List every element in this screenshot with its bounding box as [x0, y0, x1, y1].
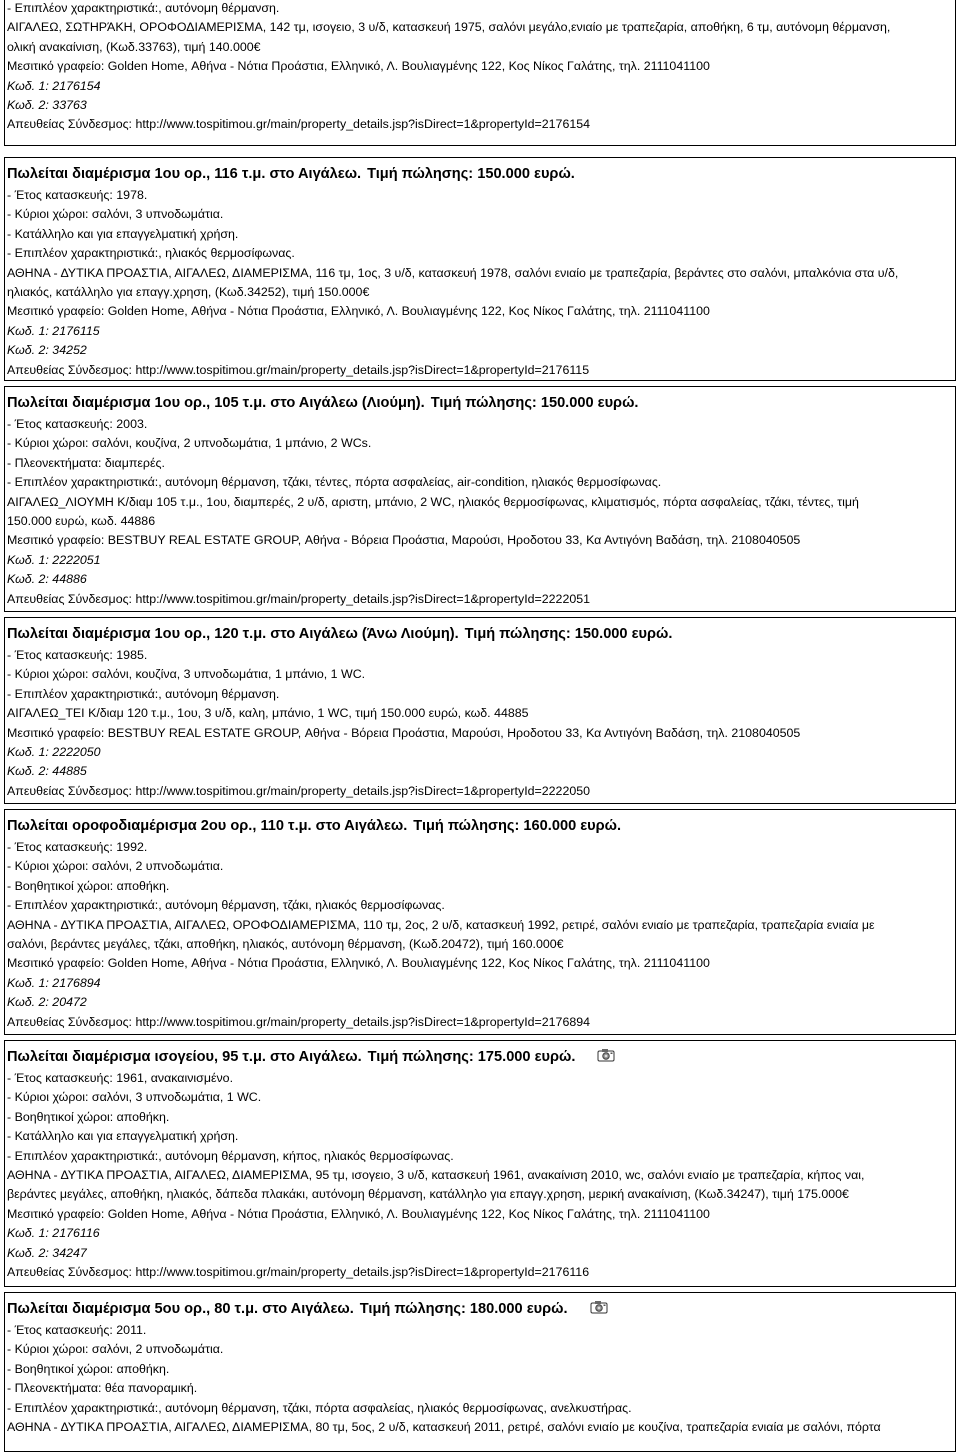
feature-line: - Πλεονεκτήματα: θέα πανοραμική.: [7, 1381, 198, 1396]
feature-line: - Κύριοι χώροι: σαλόνι, 2 υπνοδωμάτια.: [7, 859, 224, 874]
listing-title: Πωλείται διαμέρισμα ισογείου, 95 τ.μ. στο Αιγάλεω. Τιμή πώλησης: 175.000 ευρώ.: [7, 1045, 953, 1069]
description-line: ΑΘΗΝΑ - ΔΥΤΙΚΑ ΠΡΟΑΣΤΙΑ, ΑΙΓΑΛΕΩ, ΔΙΑΜΕΡΙΣΜΑ, 95 τμ, ισογειο, 3 υ/δ, κατασκευή 1961, ανακαίνιση 2010, wc, σαλόνι ενιαίο με τραπεζαρία, κήπος ναι,: [7, 1168, 865, 1183]
description-line: 150.000 ευρώ, κωδ. 44886: [7, 514, 156, 529]
feature-line: - Κύριοι χώροι: σαλόνι, 2 υπνοδωμάτια.: [7, 1342, 224, 1357]
direct-link[interactable]: Απευθείας Σύνδεσμος: http://www.tospitimou.gr/main/property_details.jsp?isDirect=1&propertyId=2176116: [7, 1265, 590, 1280]
feature-line: - Έτος κατασκευής: 2003.: [7, 417, 148, 431]
code-1: Κωδ. 1: 2176154: [7, 78, 101, 93]
listing-price: Τιμή πώλησης: 150.000 ευρώ.: [430, 395, 639, 411]
agency-line: Μεσιτικό γραφείο: Golden Home, Αθήνα - Νότια Προάστια, Ελληνικό, Λ. Βουλιαγμένης 122, Κος Νίκος Γαλάτης, τηλ. 2111041100: [7, 1206, 710, 1221]
feature-line: - Έτος κατασκευής: 1992.: [7, 840, 148, 854]
camera-icon[interactable]: [590, 1300, 608, 1314]
code-2: Κωδ. 2: 33763: [7, 98, 87, 113]
feature-line: - Βοηθητικοί χώροι: αποθήκη.: [7, 878, 170, 893]
description-line: ΑΘΗΝΑ - ΔΥΤΙΚΑ ΠΡΟΑΣΤΙΑ, ΑΙΓΑΛΕΩ, ΟΡΟΦΟΔΙΑΜΕΡΙΣΜΑ, 110 τμ, 2ος, 2 υ/δ, κατασκευή 1992, ρετιρέ, σαλόνι ενιαίο με τραπεζαρία, τραπεζαρία ενιαία με: [7, 917, 875, 932]
listing-title: Πωλείται διαμέρισμα 1ου ορ., 120 τ.μ. στο Αιγάλεω (Άνω Λιούμη). Τιμή πώλησης: 150.000 ευρώ.: [7, 626, 673, 642]
feature-line: - Κύριοι χώροι: σαλόνι, κουζίνα, 2 υπνοδωμάτια, 1 μπάνιο, 2 WCs.: [7, 436, 372, 451]
direct-link[interactable]: Απευθείας Σύνδεσμος: http://www.tospitimou.gr/main/property_details.jsp?isDirect=1&propertyId=2222051: [7, 591, 591, 606]
listing-price: Τιμή πώλησης: 150.000 ευρώ.: [464, 626, 673, 642]
listing-title: Πωλείται διαμέρισμα 5ου ορ., 80 τ.μ. στο Αιγάλεω. Τιμή πώλησης: 180.000 ευρώ.: [7, 1297, 953, 1321]
feature-line: - Έτος κατασκευής: 1961, ανακαινισμένο.: [7, 1071, 234, 1085]
description-line: σαλόνι, βεράντες μεγάλες, τζάκι, αποθήκη, ηλιακός, αυτόνομη θέρμανση, (Κωδ.20472), τιμή 160.000€: [7, 937, 564, 952]
feature-line: - Έτος κατασκευής: 1985.: [7, 648, 148, 662]
listing-price: Τιμή πώλησης: 150.000 ευρώ.: [367, 166, 575, 182]
camera-icon[interactable]: [597, 1048, 615, 1062]
code-2: Κωδ. 2: 44885: [7, 764, 87, 779]
feature-line: - Επιπλέον χαρακτηριστικά:, αυτόνομη θέρμανση, τζάκι, πόρτα ασφαλείας, ηλιακός θερμοσίφωνας, ανελκυστήρας.: [7, 1400, 632, 1415]
listing-price: Τιμή πώλησης: 175.000 ευρώ.: [367, 1049, 576, 1065]
direct-link[interactable]: Απευθείας Σύνδεσμος: http://www.tospitimou.gr/main/property_details.jsp?isDirect=1&propertyId=2176115: [7, 362, 590, 377]
feature-line: - Κύριοι χώροι: σαλόνι, κουζίνα, 3 υπνοδωμάτια, 1 μπάνιο, 1 WC.: [7, 667, 366, 682]
feature-line: - Κατάλληλο και για επαγγελματική χρήση.: [7, 1129, 239, 1144]
listing-title: Πωλείται διαμέρισμα 1ου ορ., 116 τ.μ. στο Αιγάλεω. Τιμή πώλησης: 150.000 ευρώ.: [7, 166, 575, 182]
direct-link[interactable]: Απευθείας Σύνδεσμος: http://www.tospitimou.gr/main/property_details.jsp?isDirect=1&propertyId=2222050: [7, 783, 591, 798]
listing-block: [4, 1292, 956, 1452]
code-2: Κωδ. 2: 34252: [7, 343, 87, 358]
feature-line: - Κατάλληλο και για επαγγελματική χρήση.: [7, 226, 239, 241]
description-line: ΑΘΗΝΑ - ΔΥΤΙΚΑ ΠΡΟΑΣΤΙΑ, ΑΙΓΑΛΕΩ, ΔΙΑΜΕΡΙΣΜΑ, 116 τμ, 1ος, 3 υ/δ, κατασκευή 1978, σαλόνι ενιαίο με τραπεζαρία, βεράντες στο σαλόνι, μπαλκόνια στα υ/δ,: [7, 265, 899, 280]
feature-line: - Επιπλέον χαρακτηριστικά:, ηλιακός θερμοσίφωνας.: [7, 246, 295, 261]
feature-line: - Κύριοι χώροι: σαλόνι, 3 υπνοδωμάτια.: [7, 207, 224, 222]
agency-line: Μεσιτικό γραφείο: BESTBUY REAL ESTATE GROUP, Αθήνα - Βόρεια Προάστια, Μαρούσι, Ηροδοτου 33, Κα Αντιγόνη Βαδάση, τηλ. 2108040505: [7, 533, 801, 548]
feature-line: - Πλεονεκτήματα: διαμπερές.: [7, 455, 165, 470]
feature-line: - Έτος κατασκευής: 1978.: [7, 188, 148, 202]
feature-line: - Επιπλέον χαρακτηριστικά:, αυτόνομη θέρμανση, τζάκι, τέντες, πόρτα ασφαλείας, air-condition, ηλιακός θερμοσίφωνας.: [7, 475, 662, 490]
listing-block: [4, 386, 956, 612]
listing-title: Πωλείται διαμέρισμα 1ου ορ., 105 τ.μ. στο Αιγάλεω (Λιούμη). Τιμή πώλησης: 150.000 ευρώ.: [7, 395, 639, 411]
listing-block: [4, 0, 956, 146]
feature-line: - Έτος κατασκευής: 2011.: [7, 1323, 147, 1337]
code-2: Κωδ. 2: 20472: [7, 995, 87, 1010]
feature-line: - Βοηθητικοί χώροι: αποθήκη.: [7, 1361, 170, 1376]
code-1: Κωδ. 1: 2176115: [7, 323, 100, 338]
feature-line: - Επιπλέον χαρακτηριστικά:, αυτόνομη θέρμανση.: [7, 1, 280, 15]
code-1: Κωδ. 1: 2176116: [7, 1226, 100, 1241]
agency-line: Μεσιτικό γραφείο: Golden Home, Αθήνα - Νότια Προάστια, Ελληνικό, Λ. Βουλιαγμένης 122, Κος Νίκος Γαλάτης, τηλ. 2111041100: [7, 956, 710, 971]
code-1: Κωδ. 1: 2222051: [7, 552, 101, 567]
agency-line: Μεσιτικό γραφείο: BESTBUY REAL ESTATE GROUP, Αθήνα - Βόρεια Προάστια, Μαρούσι, Ηροδοτου 33, Κα Αντιγόνη Βαδάση, τηλ. 2108040505: [7, 725, 801, 740]
feature-line: - Κύριοι χώροι: σαλόνι, 3 υπνοδωμάτια, 1 WC.: [7, 1090, 262, 1105]
description-line: ΑΙΓΑΛΕΩ_ΛΙΟΥΜΗ Κ/διαμ 105 τ.μ., 1ου, διαμπερές, 2 υ/δ, αριστη, μπάνιο, 2 WC, ηλιακός θερμοσίφωνας, κλιματισμός, πόρτα ασφαλείας, τζάκι, τέντες, τιμή: [7, 494, 859, 509]
listing-title: Πωλείται οροφοδιαμέρισμα 2ου ορ., 110 τ.μ. στο Αιγάλεω. Τιμή πώλησης: 160.000 ευρώ.: [7, 818, 622, 834]
listing-block: [4, 617, 956, 804]
agency-line: Μεσιτικό γραφείο: Golden Home, Αθήνα - Νότια Προάστια, Ελληνικό, Λ. Βουλιαγμένης 122, Κος Νίκος Γαλάτης, τηλ. 2111041100: [7, 304, 710, 319]
description-line: ΑΙΓΑΛΕΩ, ΣΩΤΗΡΆΚΗ, ΟΡΟΦΟΔΙΑΜΕΡΙΣΜΑ, 142 τμ, ισογειο, 3 υ/δ, κατασκευή 1975, σαλόνι μεγάλο,ενιαίο με τραπεζαρία, αποθήκη, 6 τμ, αυτόνομη θέρμανση,: [7, 20, 891, 35]
code-1: Κωδ. 1: 2176894: [7, 975, 101, 990]
feature-line: - Επιπλέον χαρακτηριστικά:, αυτόνομη θέρμανση.: [7, 686, 280, 701]
description-line: βεράντες μεγάλες, αποθήκη, ηλιακός, δάπεδα πλακάκι, αυτόνομη θέρμανση, κατάλληλο για επαγγ.χρηση, μερική ανακαίνιση, (Κωδ.34247), τιμή 175.000€: [7, 1187, 849, 1202]
feature-line: - Επιπλέον χαρακτηριστικά:, αυτόνομη θέρμανση, τζάκι, ηλιακός θερμοσίφωνας.: [7, 898, 445, 913]
description-line: ΑΙΓΑΛΕΩ_ΤΕΙ Κ/διαμ 120 τ.μ., 1ου, 3 υ/δ, καλη, μπάνιο, 1 WC, τιμή 150.000 ευρώ, κωδ. 44885: [7, 706, 529, 721]
description-line: ηλιακός, κατάλληλο για επαγγ.χρηση, (Κωδ.34252), τιμή 150.000€: [7, 285, 370, 300]
code-1: Κωδ. 1: 2222050: [7, 745, 101, 760]
feature-line: - Επιπλέον χαρακτηριστικά:, αυτόνομη θέρμανση, κήπος, ηλιακός θερμοσίφωνας.: [7, 1148, 454, 1163]
listing-block: [4, 1040, 956, 1287]
listing-block: [4, 157, 956, 381]
description-line: ΑΘΗΝΑ - ΔΥΤΙΚΑ ΠΡΟΑΣΤΙΑ, ΑΙΓΑΛΕΩ, ΔΙΑΜΕΡΙΣΜΑ, 80 τμ, 5ος, 2 υ/δ, κατασκευή 2011, ρετιρέ, σαλόνι ενιαίο με κουζίνα, τραπεζαρία ενιαία με σαλόνι, πόρτα: [7, 1420, 881, 1435]
listing-price: Τιμή πώλησης: 160.000 ευρώ.: [413, 818, 622, 834]
description-line: ολική ανακαίνιση, (Κωδ.33763), τιμή 140.000€: [7, 39, 261, 54]
direct-link[interactable]: Απευθείας Σύνδεσμος: http://www.tospitimou.gr/main/property_details.jsp?isDirect=1&propertyId=2176154: [7, 117, 591, 132]
code-2: Κωδ. 2: 44886: [7, 572, 87, 587]
agency-line: Μεσιτικό γραφείο: Golden Home, Αθήνα - Νότια Προάστια, Ελληνικό, Λ. Βουλιαγμένης 122, Κος Νίκος Γαλάτης, τηλ. 2111041100: [7, 59, 710, 74]
feature-line: - Βοηθητικοί χώροι: αποθήκη.: [7, 1109, 170, 1124]
listing-price: Τιμή πώλησης: 180.000 ευρώ.: [359, 1301, 568, 1317]
code-2: Κωδ. 2: 34247: [7, 1245, 87, 1260]
listing-block: [4, 809, 956, 1035]
direct-link[interactable]: Απευθείας Σύνδεσμος: http://www.tospitimou.gr/main/property_details.jsp?isDirect=1&propertyId=2176894: [7, 1014, 591, 1029]
